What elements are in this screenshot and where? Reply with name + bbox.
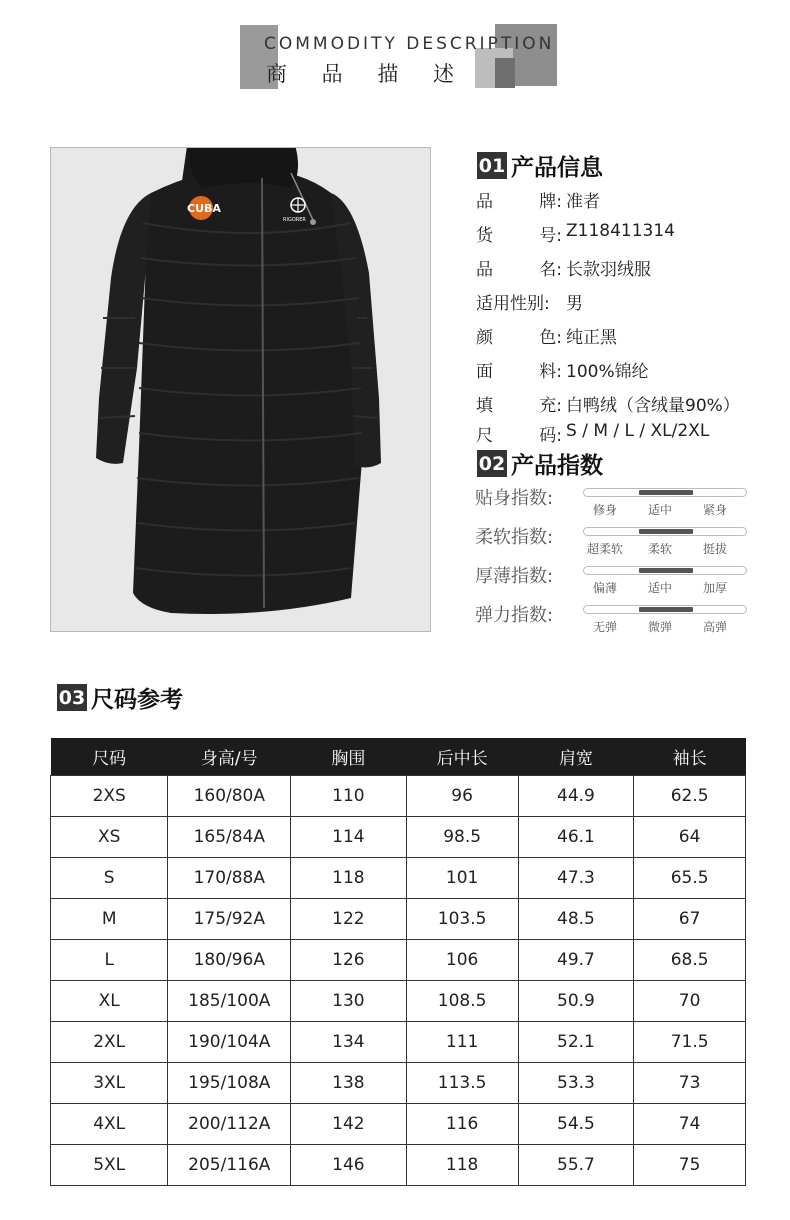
index-tick-label: 高弹 bbox=[702, 620, 727, 634]
table-cell: 205/116A bbox=[168, 1145, 291, 1186]
info-row bbox=[476, 357, 649, 382]
index-tick-label: 挺拔 bbox=[702, 542, 727, 556]
table-cell: 2XS bbox=[51, 776, 168, 817]
info-label bbox=[476, 289, 564, 314]
table-cell: 170/88A bbox=[168, 858, 291, 899]
table-cell: L bbox=[51, 940, 168, 981]
header-decoration bbox=[495, 58, 515, 88]
section-heading: 尺码参考 bbox=[91, 687, 183, 713]
index-scale-marker bbox=[639, 607, 693, 612]
table-row bbox=[51, 1145, 746, 1186]
table-cell: 103.5 bbox=[406, 899, 518, 940]
section-heading: 产品指数 bbox=[511, 453, 603, 479]
table-cell: 110 bbox=[291, 776, 406, 817]
info-label-part: 面 bbox=[476, 362, 493, 382]
info-row bbox=[476, 391, 740, 416]
index-tick-label: 加厚 bbox=[702, 581, 727, 595]
info-label-part: 号: bbox=[539, 226, 562, 246]
table-cell: S bbox=[51, 858, 168, 899]
index-scale-marker bbox=[639, 568, 693, 573]
table-cell: 71.5 bbox=[634, 1022, 746, 1063]
info-value: 100%锦纶 bbox=[566, 362, 649, 382]
table-cell: 111 bbox=[406, 1022, 518, 1063]
cuba-logo: CUBA bbox=[187, 202, 221, 215]
table-cell: 5XL bbox=[51, 1145, 168, 1186]
table-row bbox=[51, 899, 746, 940]
index-row bbox=[475, 525, 750, 561]
table-row bbox=[51, 817, 746, 858]
info-value: 白鸭绒（含绒量90%） bbox=[566, 396, 740, 416]
index-tick-label: 柔软 bbox=[647, 542, 672, 556]
info-label-part: 色: bbox=[539, 328, 562, 348]
info-label-part: 品 bbox=[476, 192, 493, 212]
info-row bbox=[476, 187, 600, 212]
table-header-cell: 肩宽 bbox=[518, 738, 634, 776]
info-label-part: 填 bbox=[476, 396, 493, 416]
table-cell: XL bbox=[51, 981, 168, 1022]
info-label-part: 牌: bbox=[539, 192, 562, 212]
table-cell: 48.5 bbox=[518, 899, 634, 940]
table-cell: 165/84A bbox=[168, 817, 291, 858]
table-header-cell: 袖长 bbox=[634, 738, 746, 776]
table-header-row bbox=[51, 738, 746, 776]
table-cell: 130 bbox=[291, 981, 406, 1022]
table-cell: 74 bbox=[634, 1104, 746, 1145]
info-label-part: 充: bbox=[539, 396, 562, 416]
table-cell: 53.3 bbox=[518, 1063, 634, 1104]
info-row bbox=[476, 289, 583, 314]
info-label-part: 尺 bbox=[476, 426, 493, 446]
index-label: 弹力指数: bbox=[475, 605, 554, 626]
info-row bbox=[476, 323, 617, 348]
info-value: Z118411314 bbox=[566, 221, 675, 241]
table-row bbox=[51, 1104, 746, 1145]
info-row bbox=[476, 221, 675, 246]
index-tick-label: 紧身 bbox=[702, 503, 727, 517]
table-cell: 98.5 bbox=[406, 817, 518, 858]
index-tick-label: 偏薄 bbox=[592, 581, 617, 595]
table-cell: 73 bbox=[634, 1063, 746, 1104]
table-cell: 54.5 bbox=[518, 1104, 634, 1145]
info-value: S / M / L / XL/2XL bbox=[566, 421, 710, 441]
table-cell: 2XL bbox=[51, 1022, 168, 1063]
index-scale-marker bbox=[639, 529, 693, 534]
table-header-cell: 尺码 bbox=[51, 738, 168, 776]
table-header-cell: 胸围 bbox=[291, 738, 406, 776]
table-cell: 62.5 bbox=[634, 776, 746, 817]
size-table bbox=[50, 738, 746, 1186]
table-cell: 116 bbox=[406, 1104, 518, 1145]
index-tick-label: 无弹 bbox=[592, 620, 617, 634]
index-row bbox=[475, 603, 750, 639]
info-label bbox=[476, 421, 564, 446]
table-cell: 96 bbox=[406, 776, 518, 817]
table-row bbox=[51, 858, 746, 899]
table-cell: 126 bbox=[291, 940, 406, 981]
table-cell: 68.5 bbox=[634, 940, 746, 981]
table-cell: 55.7 bbox=[518, 1145, 634, 1186]
table-cell: 138 bbox=[291, 1063, 406, 1104]
index-tick-label: 适中 bbox=[647, 581, 672, 595]
table-cell: 122 bbox=[291, 899, 406, 940]
header-chinese-title: 商 品 描 述 bbox=[266, 62, 469, 86]
jacket-illustration bbox=[51, 148, 431, 632]
table-header-cell: 身高/号 bbox=[168, 738, 291, 776]
table-cell: 134 bbox=[291, 1022, 406, 1063]
table-cell: 75 bbox=[634, 1145, 746, 1186]
table-cell: 185/100A bbox=[168, 981, 291, 1022]
index-scale-bar bbox=[583, 527, 747, 536]
index-row bbox=[475, 564, 750, 600]
header-english-title: COMMODITY DESCRIPTION bbox=[264, 34, 555, 54]
table-cell: M bbox=[51, 899, 168, 940]
info-value: 长款羽绒服 bbox=[566, 260, 651, 280]
section-number: 03 bbox=[57, 684, 87, 711]
table-cell: 52.1 bbox=[518, 1022, 634, 1063]
info-label bbox=[476, 187, 564, 212]
table-cell: 195/108A bbox=[168, 1063, 291, 1104]
index-tick-label: 修身 bbox=[592, 503, 617, 517]
table-cell: 44.9 bbox=[518, 776, 634, 817]
info-value: 男 bbox=[566, 294, 583, 314]
table-cell: 146 bbox=[291, 1145, 406, 1186]
section-number: 01 bbox=[477, 152, 507, 179]
index-label: 厚薄指数: bbox=[475, 566, 554, 587]
table-cell: 65.5 bbox=[634, 858, 746, 899]
index-label: 柔软指数: bbox=[475, 527, 554, 548]
table-cell: 50.9 bbox=[518, 981, 634, 1022]
table-cell: 160/80A bbox=[168, 776, 291, 817]
table-cell: 190/104A bbox=[168, 1022, 291, 1063]
info-label bbox=[476, 391, 564, 416]
table-cell: XS bbox=[51, 817, 168, 858]
info-label bbox=[476, 357, 564, 382]
index-scale-bar bbox=[583, 605, 747, 614]
table-cell: 3XL bbox=[51, 1063, 168, 1104]
table-cell: 108.5 bbox=[406, 981, 518, 1022]
index-label: 贴身指数: bbox=[475, 488, 554, 509]
table-cell: 142 bbox=[291, 1104, 406, 1145]
info-row bbox=[476, 255, 651, 280]
table-cell: 47.3 bbox=[518, 858, 634, 899]
table-row bbox=[51, 776, 746, 817]
table-cell: 180/96A bbox=[168, 940, 291, 981]
index-scale-marker bbox=[639, 490, 693, 495]
table-cell: 118 bbox=[406, 1145, 518, 1186]
info-label bbox=[476, 255, 564, 280]
table-cell: 49.7 bbox=[518, 940, 634, 981]
table-cell: 113.5 bbox=[406, 1063, 518, 1104]
product-photo bbox=[50, 147, 431, 632]
table-row bbox=[51, 940, 746, 981]
section-title-size bbox=[57, 681, 183, 714]
table-cell: 64 bbox=[634, 817, 746, 858]
info-label-part: 名: bbox=[539, 260, 562, 280]
table-row bbox=[51, 1063, 746, 1104]
info-label bbox=[476, 221, 564, 246]
table-row bbox=[51, 981, 746, 1022]
index-tick-label: 微弹 bbox=[647, 620, 672, 634]
index-tick-label: 超柔软 bbox=[586, 542, 623, 556]
table-cell: 114 bbox=[291, 817, 406, 858]
info-label-part: 货 bbox=[476, 226, 493, 246]
table-cell: 46.1 bbox=[518, 817, 634, 858]
section-title-info bbox=[477, 149, 603, 182]
table-cell: 200/112A bbox=[168, 1104, 291, 1145]
table-cell: 4XL bbox=[51, 1104, 168, 1145]
table-cell: 67 bbox=[634, 899, 746, 940]
index-tick-label: 适中 bbox=[647, 503, 672, 517]
index-row bbox=[475, 486, 750, 522]
index-scale-bar bbox=[583, 566, 747, 575]
info-label-part: 码: bbox=[539, 426, 562, 446]
section-title-index bbox=[477, 447, 603, 480]
info-label-part: 颜 bbox=[476, 328, 493, 348]
table-header-cell: 后中长 bbox=[406, 738, 518, 776]
table-row bbox=[51, 1022, 746, 1063]
info-label-part: 品 bbox=[476, 260, 493, 280]
info-label-part: 适用性别: bbox=[476, 294, 550, 314]
table-cell: 106 bbox=[406, 940, 518, 981]
info-value: 准者 bbox=[566, 192, 600, 212]
index-scale-bar bbox=[583, 488, 747, 497]
table-cell: 118 bbox=[291, 858, 406, 899]
table-cell: 70 bbox=[634, 981, 746, 1022]
section-number: 02 bbox=[477, 450, 507, 477]
rigorer-logo: RIGORER bbox=[283, 217, 306, 223]
table-cell: 101 bbox=[406, 858, 518, 899]
section-heading: 产品信息 bbox=[511, 155, 603, 181]
info-label-part: 料: bbox=[539, 362, 562, 382]
info-value: 纯正黑 bbox=[566, 328, 617, 348]
table-cell: 175/92A bbox=[168, 899, 291, 940]
info-label bbox=[476, 323, 564, 348]
info-row bbox=[476, 421, 709, 446]
